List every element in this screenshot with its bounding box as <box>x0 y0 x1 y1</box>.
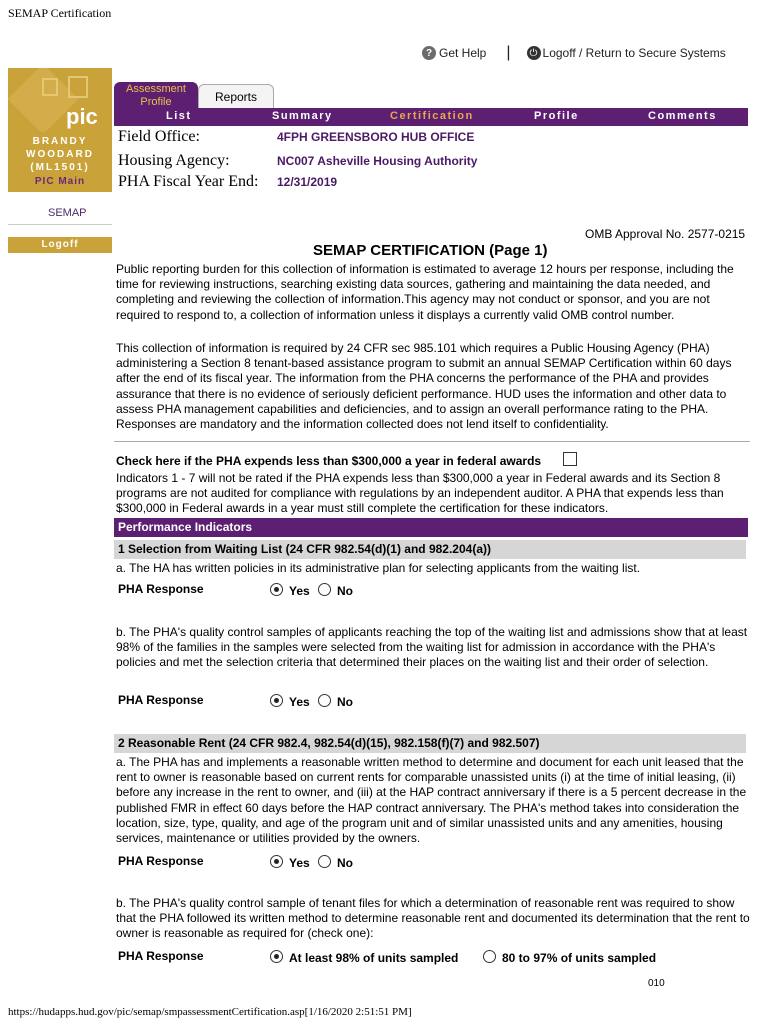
nav-certification[interactable]: Certification <box>390 110 474 122</box>
indicator-1a-no-radio[interactable] <box>318 583 331 596</box>
user-last-name: WOODARD <box>26 149 94 160</box>
collection-paragraph: This collection of information is required by 24 CFR sec 985.101 which requires a Public Housing Agency (PHA) administering a Section 8 tenant-based assistance program to submit an annual SEMAP Certification within 60 days after the end of its fiscal year. The information from the PHA concerns the performance of the PHA and provides assurance that there is no evidence of seriously deficient performance. HUD uses the information and other data to assess PHA management capabilities and deficiencies, and to assign an overall performance rating to the PHA. Responses are mandatory and the information collected does not lend itself to confidentiality. <box>116 341 732 432</box>
nav-summary[interactable]: Summary <box>272 110 333 122</box>
yes-label: Yes <box>289 695 310 709</box>
footer-url: https://hudapps.hud.gov/pic/semap/smpassessmentCertification.asp[1/16/2020 2:51:51 PM] <box>8 1006 412 1018</box>
no-label: No <box>337 856 353 870</box>
opt-98-label: At least 98% of units sampled <box>289 951 459 965</box>
indicator-2b-80-radio[interactable] <box>483 950 496 963</box>
nav-comments[interactable]: Comments <box>648 110 717 122</box>
omb-approval: OMB Approval No. 2577-0215 <box>585 227 746 241</box>
indicator-1b-yes-radio[interactable] <box>270 694 283 707</box>
window-graphic <box>42 78 58 96</box>
power-icon[interactable]: ⏻ <box>527 46 541 60</box>
page-number: 010 <box>648 978 665 989</box>
pic-logo <box>8 68 112 132</box>
indicator-2a-no-radio[interactable] <box>318 855 331 868</box>
document-title: SEMAP Certification <box>8 6 112 20</box>
small-pha-checkbox[interactable] <box>563 452 577 466</box>
semap-link[interactable]: SEMAP <box>48 207 87 219</box>
tab-assessment-label: Assessment <box>126 83 186 95</box>
housing-agency-value: NC007 Asheville Housing Authority <box>277 154 478 168</box>
nav-list[interactable]: List <box>166 110 192 122</box>
tab-profile-label: Profile <box>140 96 172 108</box>
indicator-1b-text: b. The PHA's quality control samples of applicants reaching the top of the waiting list and admissions show that at least 98% of the families in the samples were selected from the waiting list for admission in accordance with the PHA's policies and met the selection criteria that determined their places on the waiting list and their order of selection. <box>116 625 748 670</box>
window-graphic <box>68 76 88 98</box>
indicator-1a-yes-radio[interactable] <box>270 583 283 596</box>
field-office-label: Field Office: <box>118 128 200 145</box>
get-help-link[interactable]: Get Help <box>439 46 487 60</box>
indicator-2a-yes-radio[interactable] <box>270 855 283 868</box>
nav-bar <box>114 108 748 126</box>
indicator-2a-text: a. The PHA has and implements a reasonable written method to determine and document for each unit leased that the rent to owner is reasonable based on current rents for comparable unassisted units (i) at the time of initial leasing, (ii) before any increase in the rent to owner, and (iii) at the HAP contract anniversary if there is a 5 percent decrease in the published FMR in effect 60 days before the HAP contract anniversary. The PHA's method takes into consideration the location, size, type, quality, and age of the program unit and of similar unassisted units and any amenities, housing services, maintenance or utilities provided by the owners. <box>116 755 747 846</box>
pha-response-label: PHA Response <box>118 582 204 596</box>
indicator-1-header: 1 Selection from Waiting List (24 CFR 982.54(d)(1) and 982.204(a)) <box>114 540 746 559</box>
burden-paragraph: Public reporting burden for this collection of information is estimated to average 12 hours per response, including the time for reviewing instructions, searching existing data sources, gathering and maintaining the data needed, and completing and reviewing the collection of information.This agency may not conduct or sponsor, and you are not required to respond to, a collection of information unless it displays a currently valid OMB control number. <box>116 262 734 322</box>
top-links <box>422 44 726 62</box>
indicator-2b-98-radio[interactable] <box>270 950 283 963</box>
yes-label: Yes <box>289 584 310 598</box>
fiscal-year-label: PHA Fiscal Year End: <box>118 173 259 190</box>
pha-response-label: PHA Response <box>118 949 204 963</box>
page-heading: SEMAP CERTIFICATION (Page 1) <box>313 242 548 259</box>
field-office-value: 4FPH GREENSBORO HUB OFFICE <box>277 130 475 144</box>
fiscal-year-value: 12/31/2019 <box>277 175 338 189</box>
sidebar-logoff-button[interactable]: Logoff <box>8 237 112 253</box>
small-pha-note: Indicators 1 - 7 will not be rated if the PHA expends less than $300,000 a year in Federal awards and its Section 8 programs are not audited for compliance with regulations by an independent auditor. A PHA that expends less than $300,000 in Federal awards in a year must still complete the certification for these indicators. <box>116 471 724 516</box>
performance-indicators-header: Performance Indicators <box>114 518 748 537</box>
pha-response-label: PHA Response <box>118 693 204 707</box>
help-icon[interactable]: ? <box>422 46 436 60</box>
sidebar-divider <box>8 224 112 225</box>
user-block <box>8 132 112 192</box>
no-label: No <box>337 695 353 709</box>
small-pha-label: Check here if the PHA expends less than $300,000 a year in federal awards <box>116 454 542 468</box>
user-first-name: BRANDY <box>32 136 88 147</box>
logo-text: pic <box>66 104 98 129</box>
nav-profile[interactable]: Profile <box>534 110 579 122</box>
indicator-1a-text: a. The HA has written policies in its administrative plan for selecting applicants from the waiting list. <box>116 561 641 575</box>
yes-label: Yes <box>289 856 310 870</box>
user-id: (ML1501) <box>30 162 90 173</box>
no-label: No <box>337 584 353 598</box>
pha-response-label: PHA Response <box>118 854 204 868</box>
tab-assessment-profile[interactable] <box>114 82 198 110</box>
tab-reports[interactable]: Reports <box>198 84 274 110</box>
divider <box>114 441 750 442</box>
pic-main-link[interactable]: PIC Main <box>34 176 86 187</box>
opt-80-label: 80 to 97% of units sampled <box>502 951 657 965</box>
link-separator: | <box>506 44 511 61</box>
housing-agency-label: Housing Agency: <box>118 152 230 169</box>
logoff-secure-link[interactable]: Logoff / Return to Secure Systems <box>542 46 726 60</box>
indicator-1b-no-radio[interactable] <box>318 694 331 707</box>
indicator-2b-text: b. The PHA's quality control sample of tenant files for which a determination of reasonable rent was required to show that the PHA followed its written method to determine reasonable rent and documented its determination that the rent to owner is reasonable as required for (check one): <box>116 896 750 941</box>
indicator-2-header: 2 Reasonable Rent (24 CFR 982.4, 982.54(d)(15), 982.158(f)(7) and 982.507) <box>114 734 746 753</box>
